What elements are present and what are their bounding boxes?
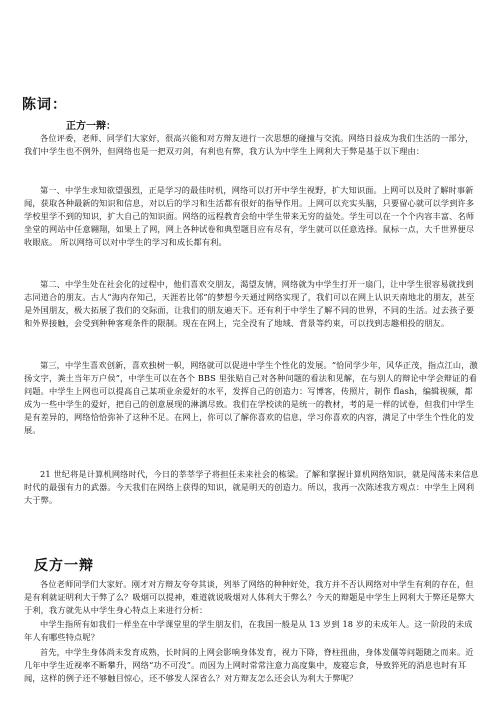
negative-paragraph-first-point: 首先，中学生身体尚未发育成熟，长时间的上网会影响身体发育，视力下降，脊柱扭曲，身体发僵等问题随之而来。近几年中学生近视率不断攀升，网络“功不可没”。而因为上网时常常注意力高度集中，废寝忘食，导致猝死的消息也时有耳闻，这样的例子还不够触目惊心，还不够发人深省么？对方辩友怎么还会认为利大于弊呢？ — [24, 647, 474, 683]
negative-paragraph-definition: 中学生指所有如我们一样坐在中学课堂里的学生朋友们，在我国一般是从 13 岁到 18 岁的未成年人。这一阶段的未成年人有哪些特点呢？ — [24, 619, 473, 642]
affirmative-paragraph-conclusion: 21 世纪将是计算机网络时代，今日的莘莘学子将担任未来社会的栋梁。了解和掌握计算机网络知识，就是闯荡未来信息时代的最强有力的武器。今天我们在网络上获得的知识，就是明天的创造力。所以，我再一次陈述我方观点：中学生上网利大于弊。 — [24, 469, 479, 505]
affirmative-paragraph-point3: 第三，中学生喜欢创新，喜欢独树一帜，网络就可以促进中学生个性化的发展。“恰同学少年，风华正茂，指点江山，激扬文字，粪土当年万户侯”，中学生可以在各个 BBS 里张贴自己对各种问题的看法和见解，在与别人的辩论中学会辩证的看问题。中学生上网也可以提高自己某项业余爱好的水平，发挥自己的创造力：写博客，传照片，制作 flash，编辑视频，都成为一些中学生的爱好，把自己的创意展现的淋漓尽致。我们在学校读的是统一的教材，考的是一样的试卷，但我们中学生是有差异的，网络恰恰弥补了这种不足。在网上，你可以了解你喜欢的信息，学习你喜欢的内容，满足了中学生个性化的发展。 — [24, 360, 478, 435]
affirmative-paragraph-point2: 第二、中学生处在社会化的过程中，他们喜欢交朋友，渴望友情，网络就为中学生打开一扇门，让中学生很容易就找到志同道合的朋友。古人“海内存知己，天涯若比邻”的梦想今天通过网络实现了，我们可以在网上认识天南地北的朋友，甚至是外国朋友，极大拓展了我们的交际面，让我们的朋友遍天下。还有利于中学生了解不同的世界，不同的生活。过去孩子要和外界接触，会受到种种客观条件的限制。现在在网上，完全没有了地域、背景等约束，可以找到志趣相投的朋友。 — [24, 279, 475, 328]
affirmative-heading: 正方一辩： — [66, 121, 116, 132]
negative-paragraph-intro: 各位老师同学们大家好。刚才对方辩友夸夸其谈，列举了网络的种种好处，我方并不否认网络对中学生有利的存在，但是有利就证明利大于弊了么？吸烟可以提神，难道就说吸烟对人体利大于弊么？今天的辩题是中学生上网利大于弊还是弊大于利，我方就先从中学生身心特点上来进行分析： — [24, 579, 475, 615]
speech-title: 陈词： — [22, 97, 67, 113]
affirmative-paragraph-intro: 各位评委，老师、同学们大家好，很高兴能和对方辩友进行一次思想的碰撞与交流。网络日益成为我们生活的一部分，我们中学生也不例外，但网络也是一把双刃剑，有利也有弊，我方认为中学生上网利大于弊是基于以下理由： — [24, 133, 474, 156]
affirmative-paragraph-point1: 第一、中学生求知欲望强烈，正是学习的最佳时机，网络可以打开中学生视野，扩大知识面。上网可以及时了解时事新闻，获取各种最新的知识和信息，对以后的学习和生活都有很好的指导作用。上网可以充实头脑，只要留心就可以学到许多学校里学不到的知识，扩大自己的知识面。网络的远程教育会给中学生带来无穷的益处。学生可以在一个个内容丰富、名师坐堂的网站中任意翱翔，如果上了网，网上各种试卷和典型题目应有尽有，学生就可以任意选择。鼠标一点，大千世界便尽收眼底。 所以网络可以对中学生的学习和成长都有利。 — [24, 185, 475, 247]
negative-heading: 反方一辩 — [34, 558, 94, 574]
